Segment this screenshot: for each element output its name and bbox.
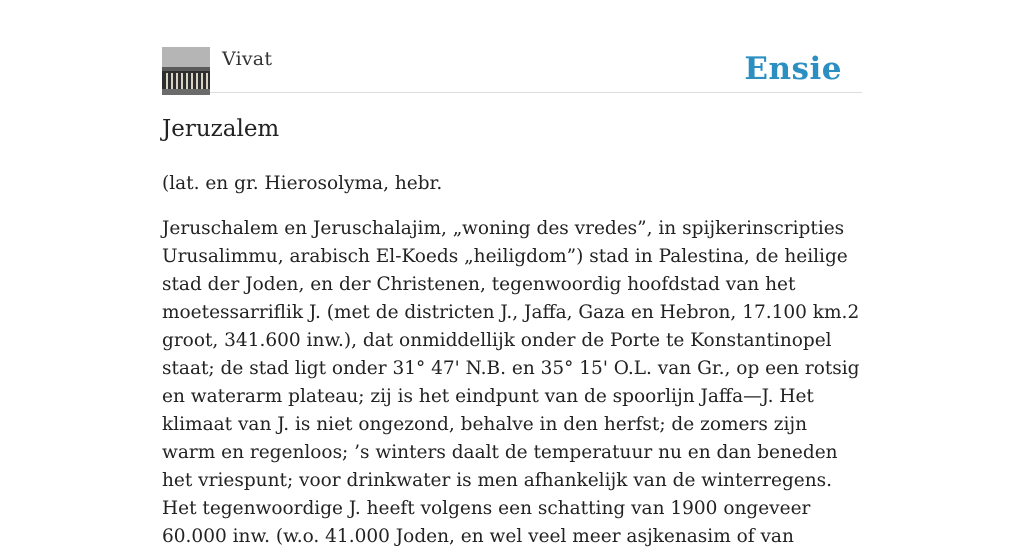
site-logo[interactable]: Ensie [744,51,842,87]
article-body: Jeruschalem en Jeruschalajim, „woning des vredes”, in spijkerinscripties Urusalimmu, arabisch El-Koeds „heiligdom”) stad in Palestina, de heilige stad der Joden, en der Christenen, tegenwoordig hoofdstad van het moetessarriflik J. (met de districten J., Jaffa, Gaza en Hebron, 17.100 km.2 groot, 341.600 inw.), dat onmiddellijk onder de Porte te Konstantinopel staat; de stad ligt onder 31° 47' N.B. en 35° 15' O.L. van Gr., op een rotsig en waterarm plateau; zij is het eindpunt van de spoorlijn Jaffa—J. Het klimaat van J. is niet ongezond, behalve in den herfst; de zomers zijn warm en regenloos; ’s winters daalt de temperatuur nu en dan beneden het vriespunt; voor drinkwater is men afhankelijk van de winterregens. Het tegenwoordige J. heeft volgens een schatting van 1900 ongeveer 60.000 inw. (w.o. 41.000 Joden, en wel veel meer asjkenasim of van [162,218,860,547]
article-intro: (lat. en gr. Hierosolyma, hebr. [162,173,443,194]
avatar-image-icon [162,47,210,95]
page-title: Jeruzalem [162,116,280,142]
author-name[interactable]: Vivat [222,48,273,70]
avatar[interactable] [162,47,210,95]
site-header [162,47,862,93]
